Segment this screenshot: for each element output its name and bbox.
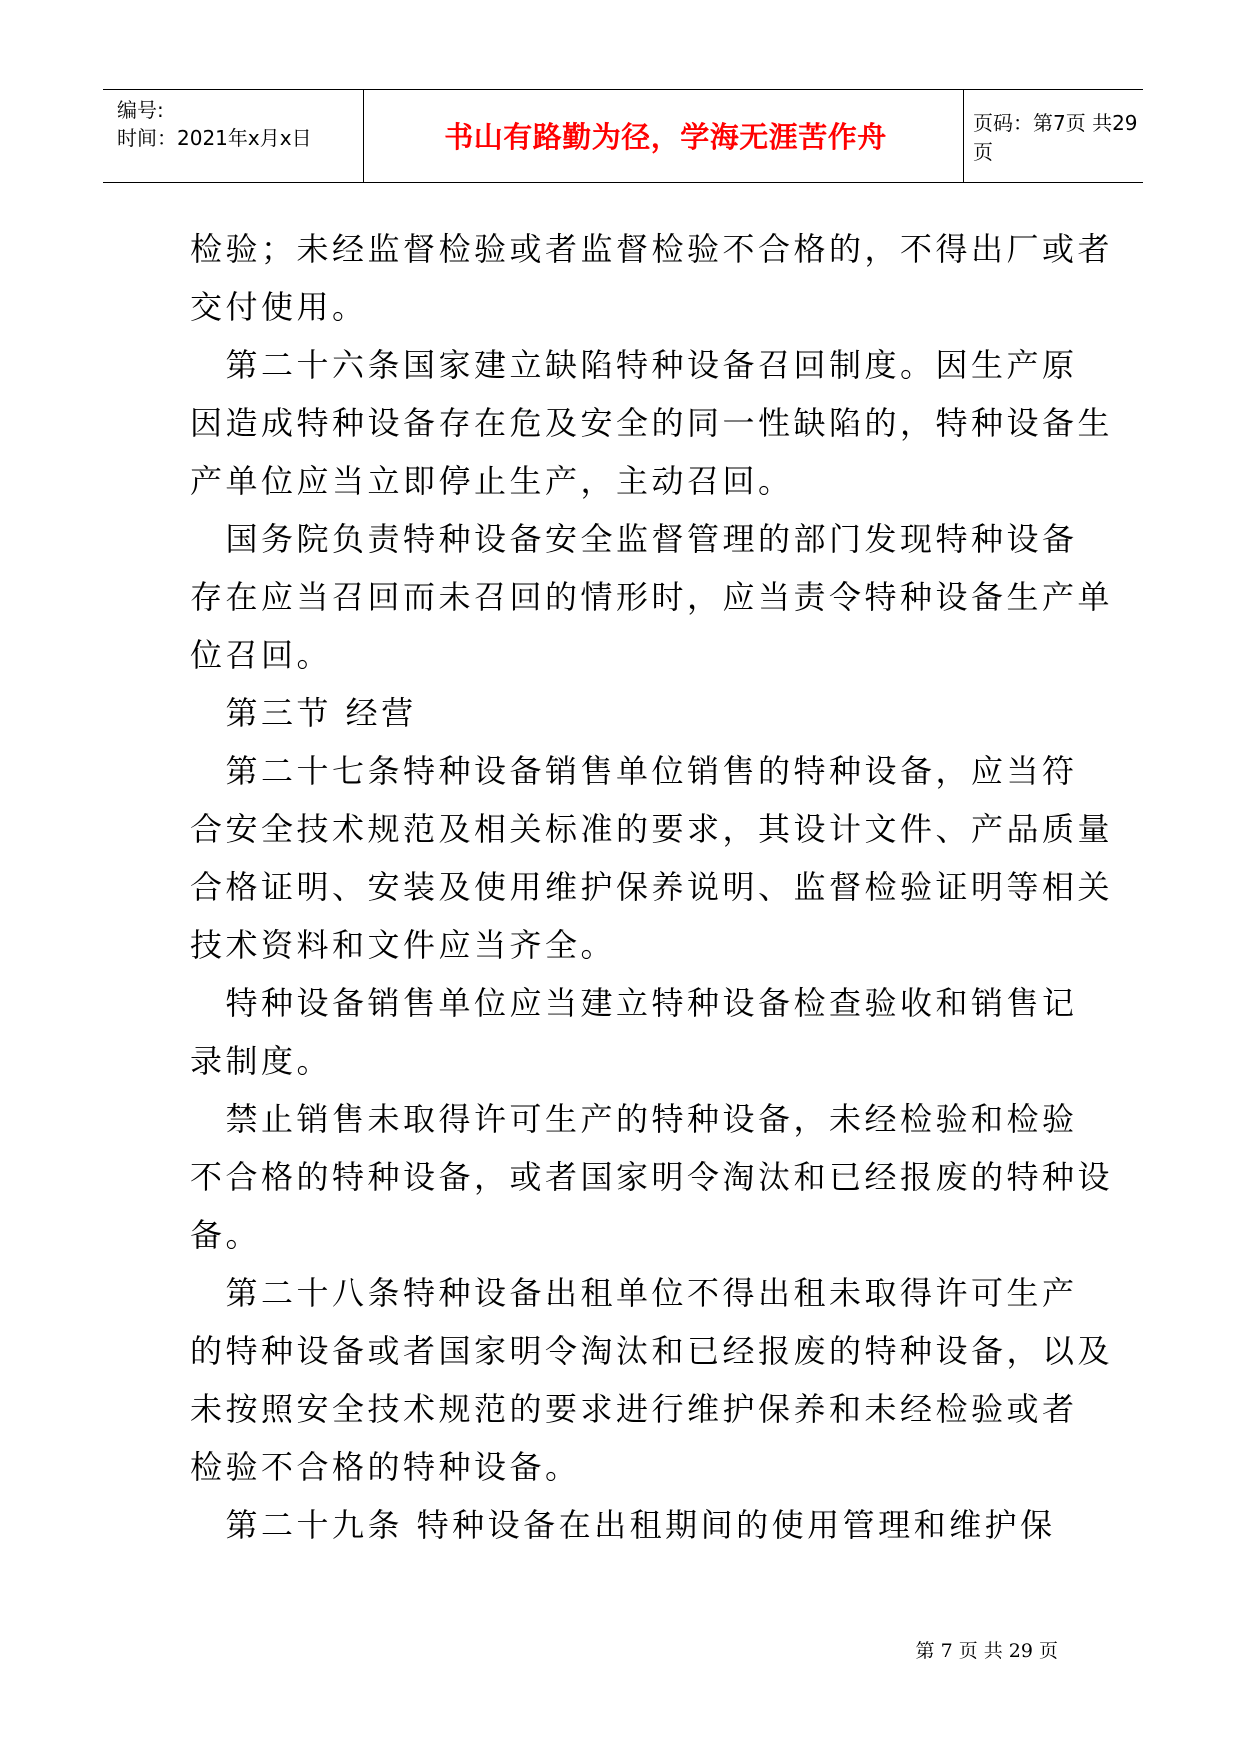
header-page-info: 页码：第7页 共29页 (973, 110, 1138, 164)
body-line: 国务院负责特种设备安全监督管理的部门发现特种设备 (190, 520, 1078, 558)
document-body (190, 220, 1114, 1554)
body-line: 第二十八条特种设备出租单位不得出租未取得许可生产 (190, 1274, 1078, 1312)
body-line: 特种设备销售单位应当建立特种设备检查验收和销售记 (190, 984, 1078, 1022)
body-line: 第二十六条国家建立缺陷特种设备召回制度。因生产原 (190, 346, 1078, 384)
body-line: 因造成特种设备存在危及安全的同一性缺陷的，特种设备生 (190, 404, 1114, 442)
body-line: 交付使用。 (190, 288, 368, 326)
document-date: 时间：2021年x月x日 (117, 126, 312, 150)
page-footer: 第 7 页 共 29 页 (915, 1640, 1058, 1662)
body-line: 第二十九条 特种设备在出租期间的使用管理和维护保 (190, 1506, 1056, 1544)
body-line: 位召回。 (190, 636, 333, 674)
header-motto: 书山有路勤为径，学海无涯苦作舟 (444, 120, 887, 154)
body-line: 备。 (190, 1216, 262, 1254)
body-line: 检验不合格的特种设备。 (190, 1448, 581, 1486)
body-line: 技术资料和文件应当齐全。 (190, 926, 617, 964)
body-line: 禁止销售未取得许可生产的特种设备，未经检验和检验 (190, 1100, 1078, 1138)
body-line: 不合格的特种设备，或者国家明令淘汰和已经报废的特种设 (190, 1158, 1114, 1196)
header-divider-right (963, 90, 964, 182)
body-line: 合格证明、安装及使用维护保养说明、监督检验证明等相关 (190, 868, 1114, 906)
body-line: 检验；未经监督检验或者监督检验不合格的，不得出厂或者 (190, 230, 1114, 268)
body-line: 录制度。 (190, 1042, 333, 1080)
body-line: 的特种设备或者国家明令淘汰和已经报废的特种设备，以及 (190, 1332, 1114, 1370)
body-line: 未按照安全技术规范的要求进行维护保养和未经检验或者 (190, 1390, 1078, 1428)
header-meta (117, 96, 312, 152)
body-line: 产单位应当立即停止生产，主动召回。 (190, 462, 794, 500)
body-line: 合安全技术规范及相关标准的要求，其设计文件、产品质量 (190, 810, 1114, 848)
section-heading: 第三节 经营 (190, 694, 417, 732)
document-number-label: 编号: (117, 98, 164, 122)
document-header (103, 89, 1143, 183)
body-line: 第二十七条特种设备销售单位销售的特种设备，应当符 (190, 752, 1078, 790)
body-line: 存在应当召回而未召回的情形时，应当责令特种设备生产单 (190, 578, 1114, 616)
header-divider-left (363, 90, 364, 182)
